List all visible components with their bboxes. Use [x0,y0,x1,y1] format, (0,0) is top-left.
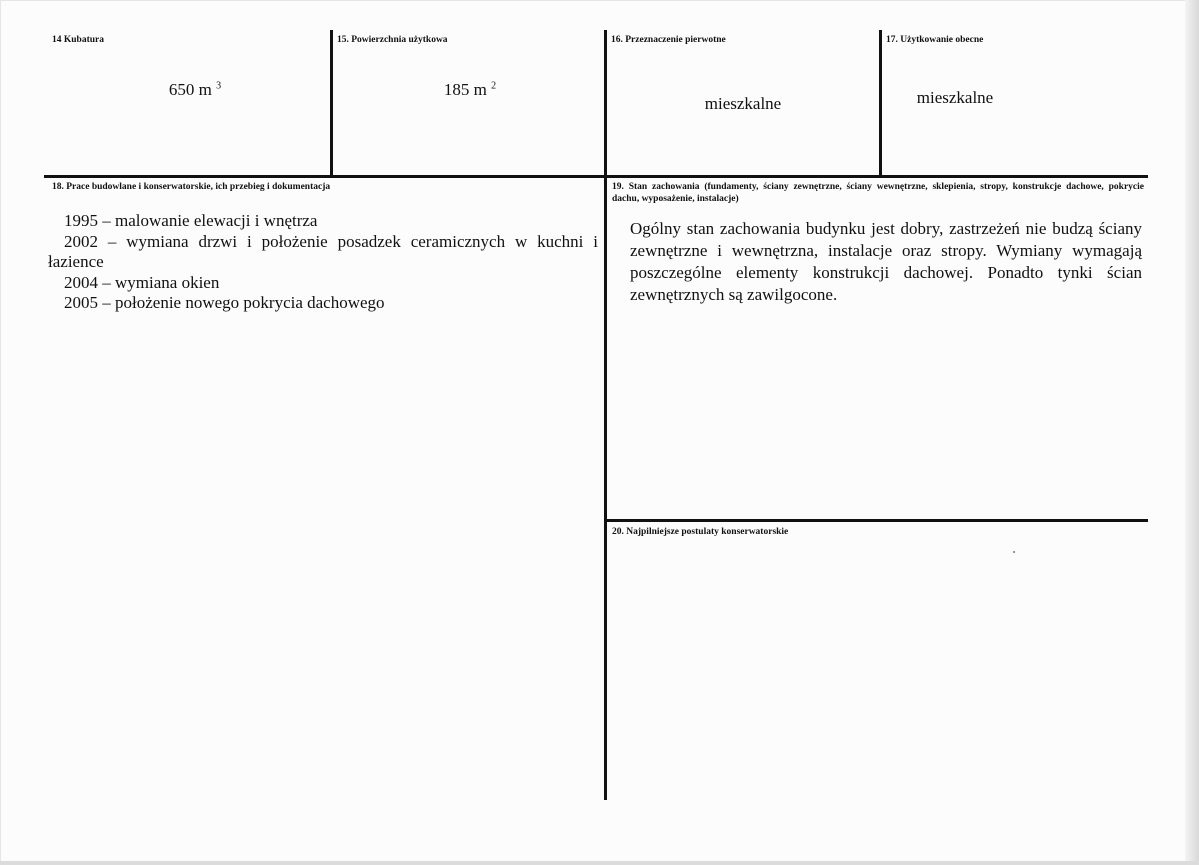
divider-15-16 [604,30,607,176]
divider-top-row [44,175,1148,178]
works-line: 1995 – malowanie elewacji i wnętrza [64,211,318,230]
field-14-label: 14 Kubatura [52,35,104,45]
field-20-label: 20. Najpilniejsze postulaty konserwatorskie [612,527,789,537]
field-19-label: 19. Stan zachowania (fundamenty, ściany zewnętrzne, ściany wewnętrzne, sklepienia, stropy, konstrukcje dachowe, pokrycie dachu, wyposażenie, instalacje) [612,182,1144,204]
field-16-label: 16. Przeznaczenie pierwotne [611,35,726,45]
field-14-value [140,80,250,100]
works-line: 2004 – wymiana okien [64,272,220,292]
works-line: 2002 – wymiana drzwi i położenie posadzek ceramicznych w kuchni i łazience [48,231,598,271]
field-15-value [415,80,525,100]
field-19-content: Ogólny stan zachowania budynku jest dobry, zastrzeżeń nie budzą ściany zewnętrzne i wewnętrzna, instalacje oraz stropy. Wymiany wymagają poszczególne elementy konstrukcji dachowej. Ponadto tynki ścian zewnętrznych są zawilgocone. [630,219,1142,304]
field-17-label: 17. Użytkowanie obecne [886,35,984,45]
scan-edge-right [1185,0,1199,865]
field-15-label: 15. Powierzchnia użytkowa [337,35,448,45]
divider-14-15 [330,30,333,176]
scan-speck [1013,551,1015,553]
field-14-number: 650 m [168,80,212,99]
field-18-content [48,211,598,314]
field-16-value: mieszkalne [704,94,782,113]
field-17-value: mieszkalne [916,88,994,107]
field-14-unit-sup: 3 [216,80,222,92]
scan-edge-bottom [0,861,1199,865]
field-15-unit-sup: 2 [491,80,497,92]
field-18-label: 18. Prace budowlane i konserwatorskie, ich przebieg i dokumentacja [52,182,331,192]
divider-18-19 [604,175,607,800]
field-15-number: 185 m [443,80,487,99]
divider-19-20 [604,519,1148,522]
works-line: 2005 – położenie nowego pokrycia dachowego [64,293,385,312]
divider-16-17 [879,30,882,176]
